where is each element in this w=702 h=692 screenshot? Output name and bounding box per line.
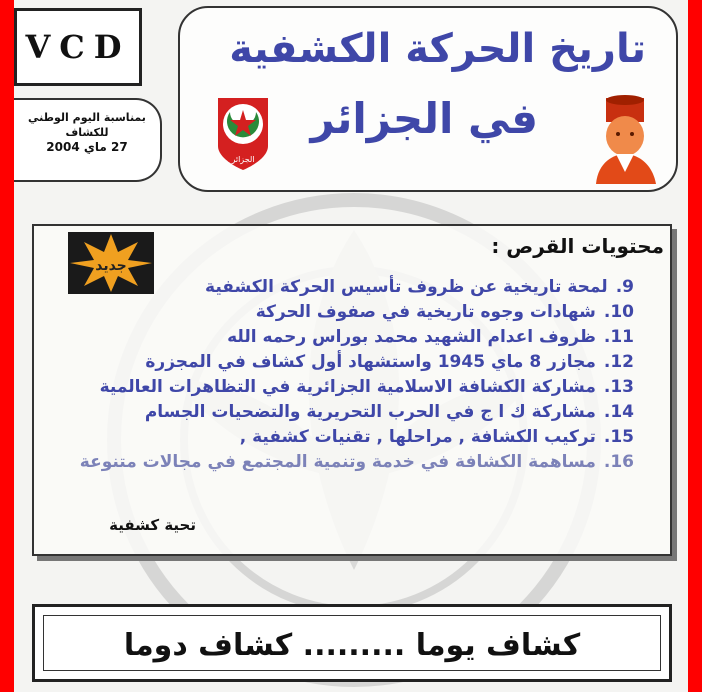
list-item: 15. تركيب الكشافة , مراحلها , تقنيات كشفية , [239,426,634,447]
closing-greeting: تحية كشفية [109,516,196,534]
emblem-caption: الجزائر [231,155,255,164]
title-box [178,6,678,192]
list-item: 9. لمحة تاريخية عن ظروف تأسيس الحركة الكشفية [205,276,634,297]
contents-list [74,274,634,474]
title-line1: تاريخ الحركة الكشفية [229,26,646,72]
motto-box [32,604,672,682]
contents-box [32,224,672,556]
motto-text: كشاف يوما ......... كشاف دوما [123,628,581,663]
scouts-emblem-icon [214,94,272,172]
new-badge-label: جديد [95,258,127,274]
list-item: 11. ظروف اعدام الشهيد محمد بوراس رحمه الله [227,326,634,347]
occasion-box [14,98,162,182]
list-item: 14. مشاركة ك ا ج في الحرب التحريرية والتضحيات الجسام [144,401,634,422]
list-item: 12. مجازر 8 ماي 1945 واستشهاد أول كشاف في المجزرة [145,351,634,372]
scout-portrait-icon [586,92,668,184]
occasion-date: 27 ماي 2004 [46,140,128,154]
motto-inner-frame [43,615,661,671]
vcd-label-box [14,8,142,86]
list-item: 10. شهادات وجوه تاريخية في صفوف الحركة [255,301,634,322]
vcd-label: VCD [25,28,131,66]
cd-cover [14,0,688,692]
list-item: 13. مشاركة الكشافة الاسلامية الجزائرية في التظاهرات العالمية [99,376,634,397]
occasion-line1: بمناسبة اليوم الوطني [28,111,146,124]
title-line2: في الجزائر [310,94,538,143]
occasion-line2: للكشاف [65,126,109,139]
list-item: 16. مساهمة الكشافة في خدمة وتنمية المجتمع في مجالات متنوعة [79,451,634,472]
contents-heading: محتويات القرص : [491,234,664,258]
